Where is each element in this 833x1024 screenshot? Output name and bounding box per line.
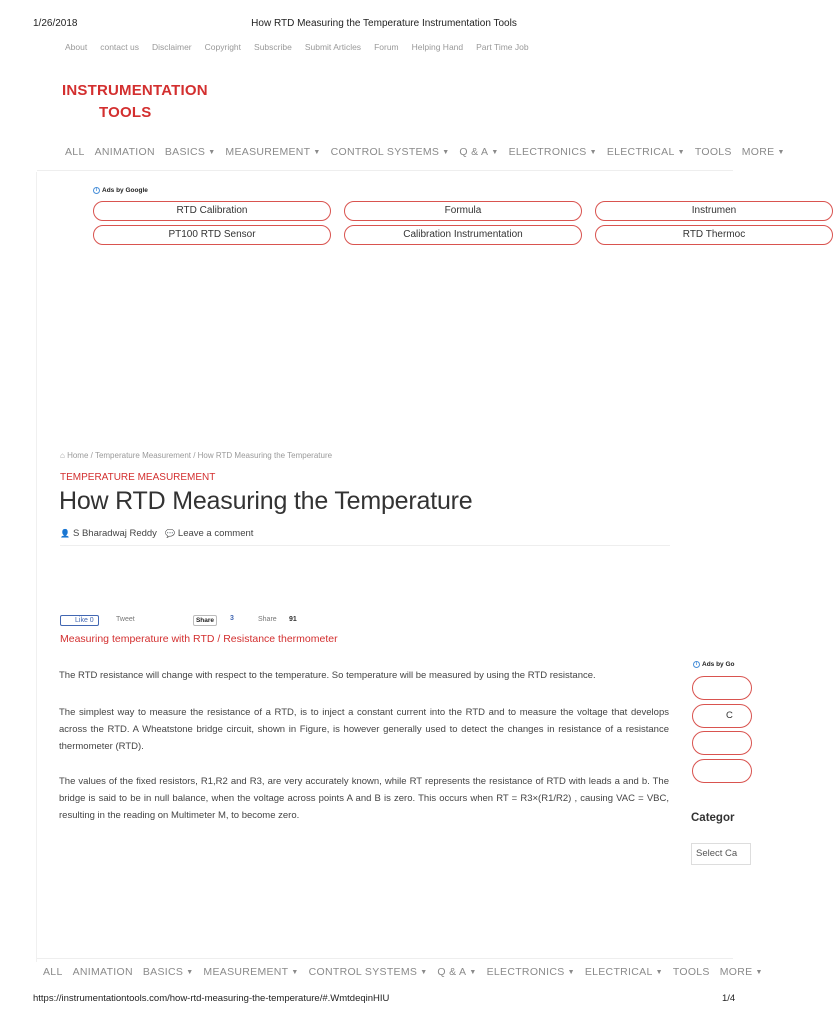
topnav-about[interactable]: About [65, 42, 88, 52]
topnav-forum[interactable]: Forum [374, 42, 399, 52]
category-select[interactable]: Select Ca [691, 843, 751, 865]
nav-label: CONTROL SYSTEMS [308, 966, 418, 978]
sidebar-ad-button[interactable] [692, 676, 752, 700]
comment-label: Leave a comment [177, 528, 254, 539]
nav-item-measurement[interactable] [203, 966, 298, 978]
nav-item-more[interactable] [742, 146, 785, 158]
nav-label: CONTROL SYSTEMS [330, 146, 440, 158]
print-header [0, 18, 768, 32]
topnav-contact[interactable]: contact us [100, 42, 139, 52]
logo-line1: INSTRUMENTATION [62, 82, 208, 99]
nav-label: ELECTRONICS [486, 966, 565, 978]
caret-down-icon: ▼ [442, 149, 450, 156]
nav-label: MORE [741, 146, 775, 158]
print-title: How RTD Measuring the Temperature Instrumentation Tools [251, 18, 517, 29]
nav-label: TOOLS [672, 966, 710, 978]
share-count: 3 [230, 615, 234, 622]
caret-down-icon: ▼ [469, 969, 477, 976]
sidebar-ads-label: Ads by Go [702, 661, 735, 668]
categories-heading: Categor [691, 812, 735, 824]
article-paragraph: The simplest way to measure the resistance of a RTD, is to inject a constant current into the RTD and to measure the voltage that develops across the RTD. A Wheatstone bridge circuit, shown in Figure, is however generally used to detect the changes in resistance of a resistance thermometer (RTD). [59, 707, 669, 752]
nav-label: ALL [65, 146, 85, 158]
tweet-button[interactable]: Tweet [116, 616, 135, 623]
top-nav [65, 42, 529, 52]
ad-link-rtd-calibration[interactable]: RTD Calibration [93, 201, 331, 221]
print-page-number: 1/4 [722, 993, 736, 1004]
ads-label: Ads by Google [102, 187, 148, 194]
ad-link-formula[interactable]: Formula [344, 201, 582, 221]
ad-link-rtd-thermocouple[interactable]: RTD Thermoc [595, 225, 833, 245]
caret-down-icon: ▼ [755, 969, 763, 976]
nav-item-electrical[interactable] [585, 966, 663, 978]
info-icon: i [93, 187, 100, 194]
nav-item-animation[interactable] [95, 146, 155, 158]
nav-item-electronics[interactable] [487, 966, 575, 978]
article-category[interactable]: TEMPERATURE MEASUREMENT [60, 472, 216, 483]
nav-item-animation[interactable] [73, 966, 133, 978]
nav-label: ELECTRICAL [606, 146, 675, 158]
site-logo[interactable] [62, 80, 208, 124]
caret-down-icon: ▼ [420, 969, 428, 976]
share-button-2[interactable]: Share [258, 616, 277, 623]
nav-item-electronics[interactable] [509, 146, 597, 158]
divider [60, 545, 670, 546]
sidebar-ad-button[interactable] [692, 731, 752, 755]
divider [36, 172, 37, 962]
ads-by-google[interactable] [93, 187, 148, 194]
nav-label: ANIMATION [94, 146, 155, 158]
sidebar-ad-button[interactable] [692, 759, 752, 783]
topnav-part-time-job[interactable]: Part Time Job [476, 42, 529, 52]
sidebar-ad-button[interactable]: C [692, 704, 752, 728]
caret-down-icon: ▼ [491, 149, 499, 156]
nav-label: BASICS [142, 966, 184, 978]
nav-label: Q & A [459, 146, 489, 158]
caret-down-icon: ▼ [208, 149, 216, 156]
topnav-subscribe[interactable]: Subscribe [254, 42, 292, 52]
logo-line2: TOOLS [99, 104, 152, 121]
caret-down-icon: ▼ [291, 969, 299, 976]
nav-label: ALL [43, 966, 63, 978]
sidebar-ads-by-google[interactable] [693, 661, 735, 668]
nav-item-more[interactable] [720, 966, 763, 978]
nav-label: Q & A [437, 966, 467, 978]
nav-item-control-systems[interactable] [309, 966, 428, 978]
author[interactable] [60, 528, 157, 539]
nav-item-tools[interactable] [695, 146, 732, 158]
nav-item-all[interactable] [65, 146, 85, 158]
topnav-copyright[interactable]: Copyright [204, 42, 242, 52]
nav-item-qa[interactable] [459, 146, 498, 158]
nav-label: ANIMATION [72, 966, 133, 978]
share-button[interactable]: Share [193, 615, 217, 626]
author-name: S Bharadwaj Reddy [72, 528, 157, 539]
divider [37, 958, 733, 959]
breadcrumb [60, 451, 332, 460]
nav-item-measurement[interactable] [225, 146, 320, 158]
nav-item-basics[interactable] [165, 146, 216, 158]
home-icon[interactable]: ⌂ [60, 451, 65, 460]
caret-down-icon: ▼ [589, 149, 597, 156]
topnav-helping-hand[interactable]: Helping Hand [411, 42, 464, 52]
print-url: https://instrumentationtools.com/how-rtd-measuring-the-temperature/#.WmtdeqinHIU [33, 993, 390, 1004]
facebook-like-button[interactable]: Like 0 [60, 615, 99, 626]
main-nav [65, 146, 785, 158]
ad-link-instrumentation[interactable]: Instrumen [595, 201, 833, 221]
article-title: How RTD Measuring the Temperature [59, 487, 473, 515]
nav-item-all[interactable] [43, 966, 63, 978]
caret-down-icon: ▼ [777, 149, 785, 156]
article-subheading: Measuring temperature with RTD / Resistance thermometer [60, 633, 338, 645]
comment-icon: 💬 [164, 529, 175, 538]
nav-label: MEASUREMENT [203, 966, 289, 978]
nav-label: TOOLS [694, 146, 732, 158]
nav-item-electrical[interactable] [607, 146, 685, 158]
nav-label: MEASUREMENT [225, 146, 311, 158]
article-paragraph: The values of the fixed resistors, R1,R2 and R3, are very accurately known, while RT represents the resistance of RTD with leads a and b. The bridge is said to be in null balance, when the voltage across points A and B is zero. This occurs when RT = R3×(R1/R2) , causing VAC = VBC, resulting in the reading on Multimeter M, to become zero. [59, 776, 669, 821]
breadcrumb-text[interactable]: Home / Temperature Measurement / How RTD Measuring the Temperature [67, 451, 333, 460]
ad-link-pt100-rtd-sensor[interactable]: PT100 RTD Sensor [93, 225, 331, 245]
nav-label: ELECTRONICS [508, 146, 587, 158]
caret-down-icon: ▼ [677, 149, 685, 156]
print-date: 1/26/2018 [33, 18, 78, 29]
ad-link-calibration-instrumentation[interactable]: Calibration Instrumentation [344, 225, 582, 245]
nav-item-qa[interactable] [437, 966, 476, 978]
nav-item-control-systems[interactable] [331, 146, 450, 158]
share-count-2: 91 [289, 616, 297, 623]
divider [37, 170, 733, 171]
caret-down-icon: ▼ [655, 969, 663, 976]
caret-down-icon: ▼ [186, 969, 194, 976]
topnav-disclaimer[interactable]: Disclaimer [151, 42, 192, 52]
nav-label: BASICS [164, 146, 206, 158]
topnav-submit-articles[interactable]: Submit Articles [304, 42, 362, 52]
article-paragraph: The RTD resistance will change with respect to the temperature. So temperature will be measured by using the RTD resistance. [59, 670, 596, 681]
caret-down-icon: ▼ [313, 149, 321, 156]
article-meta [60, 528, 253, 539]
caret-down-icon: ▼ [567, 969, 575, 976]
nav-item-tools[interactable] [673, 966, 710, 978]
nav-label: ELECTRICAL [584, 966, 653, 978]
sticky-nav [43, 966, 763, 978]
nav-item-basics[interactable] [143, 966, 194, 978]
user-icon: 👤 [60, 529, 70, 538]
comment-link[interactable] [165, 528, 253, 539]
nav-label: MORE [719, 966, 753, 978]
info-icon: i [693, 661, 700, 668]
